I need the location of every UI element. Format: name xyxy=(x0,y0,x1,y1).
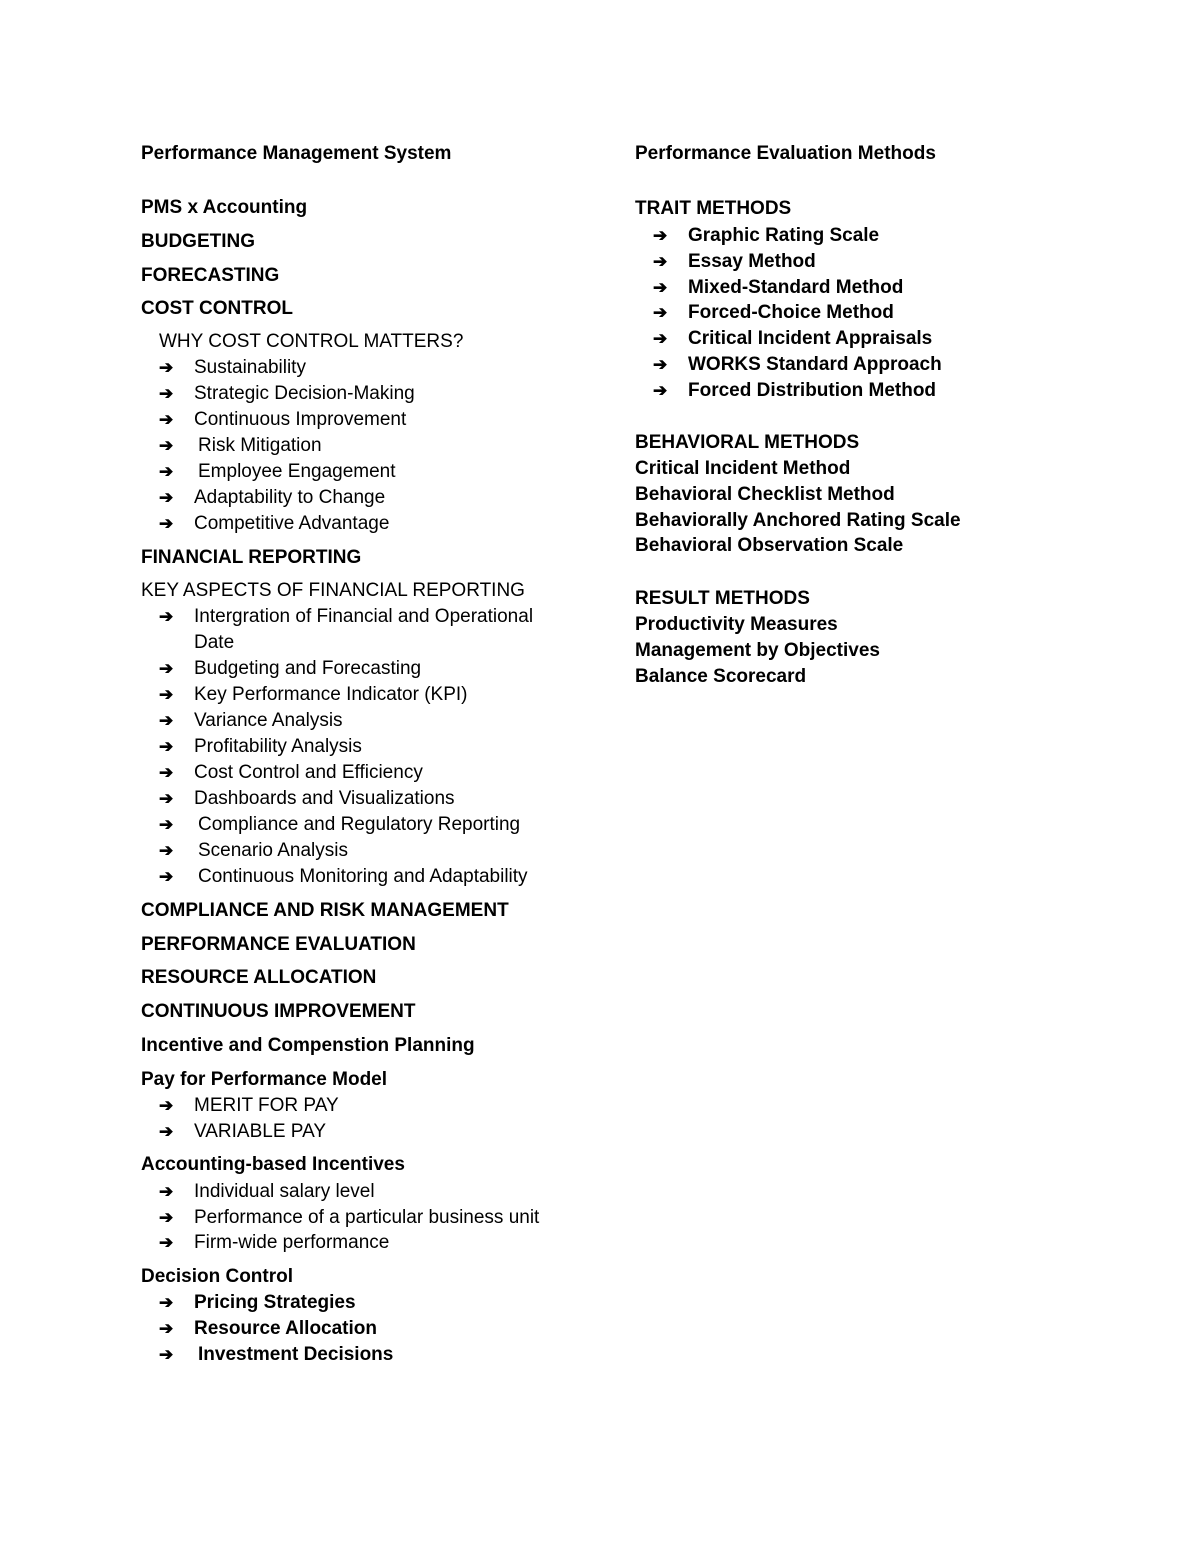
list-item: Critical Incident Method xyxy=(635,458,851,479)
heading-cost-control: COST CONTROL xyxy=(141,298,293,319)
heading-performance-evaluation: PERFORMANCE EVALUATION xyxy=(141,934,416,955)
arrow-icon: ➔ xyxy=(159,763,174,782)
arrow-icon: ➔ xyxy=(159,436,174,455)
arrow-icon: ➔ xyxy=(159,659,174,678)
heading-trait-methods: TRAIT METHODS xyxy=(635,198,792,219)
heading-behavioral-methods: BEHAVIORAL METHODS xyxy=(635,432,860,453)
arrow-icon: ➔ xyxy=(159,685,174,704)
arrow-icon: ➔ xyxy=(159,1182,174,1201)
heading-compliance: COMPLIANCE AND RISK MANAGEMENT xyxy=(141,900,509,921)
heading-forecasting: FORECASTING xyxy=(141,265,280,286)
heading-budgeting: BUDGETING xyxy=(141,231,255,252)
arrow-icon: ➔ xyxy=(159,841,174,860)
list-item: Behaviorally Anchored Rating Scale xyxy=(635,510,961,531)
arrow-icon: ➔ xyxy=(159,1208,174,1227)
arrow-icon: ➔ xyxy=(159,384,174,403)
arrow-icon: ➔ xyxy=(159,1233,174,1252)
arrow-icon: ➔ xyxy=(159,789,174,808)
left-title: Performance Management System xyxy=(141,143,452,164)
arrow-icon: ➔ xyxy=(159,410,174,429)
heading-continuous-improvement: CONTINUOUS IMPROVEMENT xyxy=(141,1001,416,1022)
list-item: Behavioral Checklist Method xyxy=(635,484,895,505)
heading-resource-allocation: RESOURCE ALLOCATION xyxy=(141,967,377,988)
arrow-icon: ➔ xyxy=(653,278,668,297)
list-item: Management by Objectives xyxy=(635,640,880,661)
heading-pms-accounting: PMS x Accounting xyxy=(141,197,308,218)
heading-accounting-incentives: Accounting-based Incentives xyxy=(141,1154,405,1175)
right-title: Performance Evaluation Methods xyxy=(635,143,936,164)
list-item: Productivity Measures xyxy=(635,614,838,635)
arrow-icon: ➔ xyxy=(159,462,174,481)
arrow-icon: ➔ xyxy=(653,329,668,348)
list-item-continuation: Date xyxy=(194,632,235,653)
arrow-icon: ➔ xyxy=(159,514,174,533)
arrow-icon: ➔ xyxy=(159,358,174,377)
arrow-icon: ➔ xyxy=(653,381,668,400)
arrow-icon: ➔ xyxy=(653,252,668,271)
arrow-icon: ➔ xyxy=(159,488,174,507)
arrow-icon: ➔ xyxy=(159,1319,174,1338)
heading-incentive: Incentive and Compenstion Planning xyxy=(141,1035,475,1056)
heading-decision-control: Decision Control xyxy=(141,1266,294,1287)
arrow-icon: ➔ xyxy=(159,1293,174,1312)
list-item: Balance Scorecard xyxy=(635,666,807,687)
arrow-icon: ➔ xyxy=(159,737,174,756)
arrow-icon: ➔ xyxy=(159,815,174,834)
arrow-icon: ➔ xyxy=(653,355,668,374)
heading-pay-for-performance: Pay for Performance Model xyxy=(141,1069,388,1090)
list-item: Behavioral Observation Scale xyxy=(635,535,904,556)
heading-financial-reporting: FINANCIAL REPORTING xyxy=(141,547,362,568)
arrow-icon: ➔ xyxy=(159,607,174,626)
why-cost-control: WHY COST CONTROL MATTERS? xyxy=(159,331,464,352)
arrow-icon: ➔ xyxy=(653,226,668,245)
arrow-icon: ➔ xyxy=(159,867,174,886)
key-aspects: KEY ASPECTS OF FINANCIAL REPORTING xyxy=(141,580,525,601)
arrow-icon: ➔ xyxy=(159,1122,174,1141)
arrow-icon: ➔ xyxy=(159,711,174,730)
arrow-icon: ➔ xyxy=(159,1096,174,1115)
arrow-icon: ➔ xyxy=(653,303,668,322)
arrow-icon: ➔ xyxy=(159,1345,174,1364)
heading-result-methods: RESULT METHODS xyxy=(635,588,810,609)
